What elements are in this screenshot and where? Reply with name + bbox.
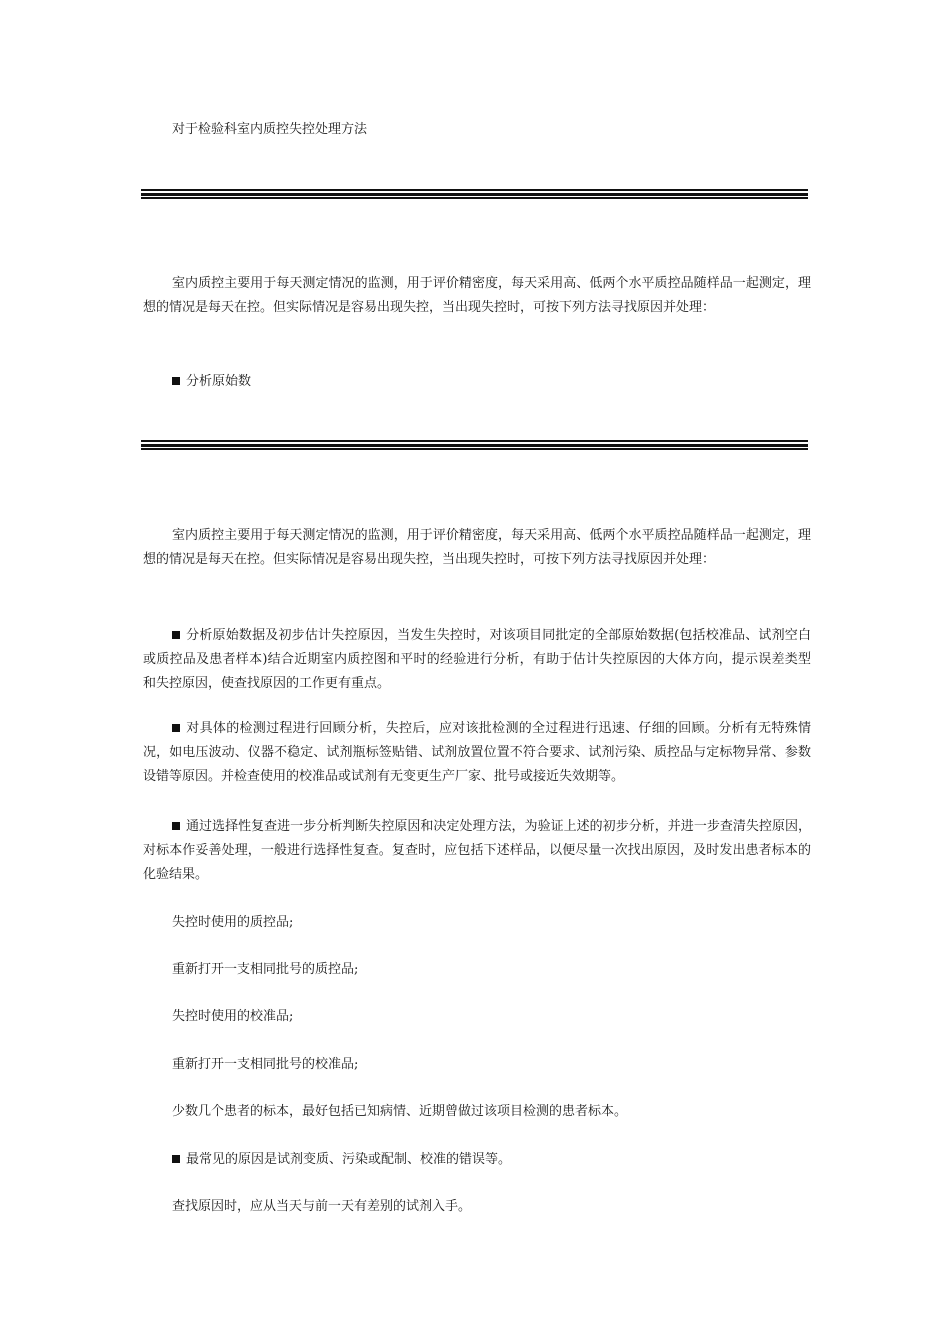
square-bullet-icon (172, 377, 180, 385)
section2-intro-paragraph: 室内质控主要用于每天测定情况的监测，用于评价精密度，每天采用高、低两个水平质控品随样品一起测定，理想的情况是每天在控。但实际情况是容易出现失控，当出现失控时，可按下列方法寻找原因并处理： (143, 528, 811, 567)
section2-bullet-paragraph-3 (143, 815, 811, 887)
triple-rule-divider (141, 189, 808, 199)
section2-bullet-text-4: 最常见的原因是试剂变质、污染或配制、校准的错误等。 (186, 1152, 512, 1167)
sample-list-item: 失控时使用的校准品; (172, 1009, 294, 1024)
section1-intro-paragraph: 室内质控主要用于每天测定情况的监测，用于评价精密度，每天采用高、低两个水平质控品随样品一起测定，理想的情况是每天在控。但实际情况是容易出现失控，当出现失控时，可按下列方法寻找原因并处理： (143, 276, 811, 315)
closing-line: 查找原因时，应从当天与前一天有差别的试剂入手。 (172, 1199, 472, 1214)
square-bullet-icon (172, 1155, 180, 1163)
section2-bullet-item-4 (172, 1150, 812, 1170)
section2-bullet-text-3: 通过选择性复查进一步分析判断失控原因和决定处理方法，为验证上述的初步分析，并进一步查清失控原因，对标本作妥善处理，一般进行选择性复查。复查时，应包括下述样品，以便尽量一次找出原因，及时发出患者标本的化验结果。 (143, 819, 811, 882)
sample-list-item: 少数几个患者的标本，最好包括已知病情、近期曾做过该项目检测的患者标本。 (172, 1104, 628, 1119)
section1-bullet-item (172, 372, 812, 392)
sample-list-item: 重新打开一支相同批号的质控品; (172, 962, 359, 977)
square-bullet-icon (172, 822, 180, 830)
section2-bullet-text-1: 分析原始数据及初步估计失控原因，当发生失控时，对该项目同批定的全部原始数据(包括校准品、试剂空白或质控品及患者样本)结合近期室内质控图和平时的经验进行分析，有助于估计失控原因的大体方向，提示误差类型和失控原因，使查找原因的工作更有重点。 (143, 628, 811, 691)
sample-list-item: 重新打开一支相同批号的校准品; (172, 1057, 359, 1072)
square-bullet-icon (172, 724, 180, 732)
sample-list-item: 失控时使用的质控品; (172, 915, 294, 930)
section2-bullet-paragraph-2 (143, 717, 811, 789)
section2-bullet-text-2: 对具体的检测过程进行回顾分析，失控后，应对该批检测的全过程进行迅速、仔细的回顾。分析有无特殊情况，如电压波动、仪器不稳定、试剂瓶标签贴错、试剂放置位置不符合要求、试剂污染、质控品与定标物异常、参数设错等原因。并检查使用的校准品或试剂有无变更生产厂家、批号或接近失效期等。 (143, 721, 811, 784)
document-title: 对于检验科室内质控失控处理方法 (172, 122, 368, 137)
section2-bullet-paragraph-1 (143, 624, 811, 696)
section1-bullet-text: 分析原始数 (186, 374, 252, 389)
square-bullet-icon (172, 631, 180, 639)
triple-rule-divider (141, 440, 808, 450)
